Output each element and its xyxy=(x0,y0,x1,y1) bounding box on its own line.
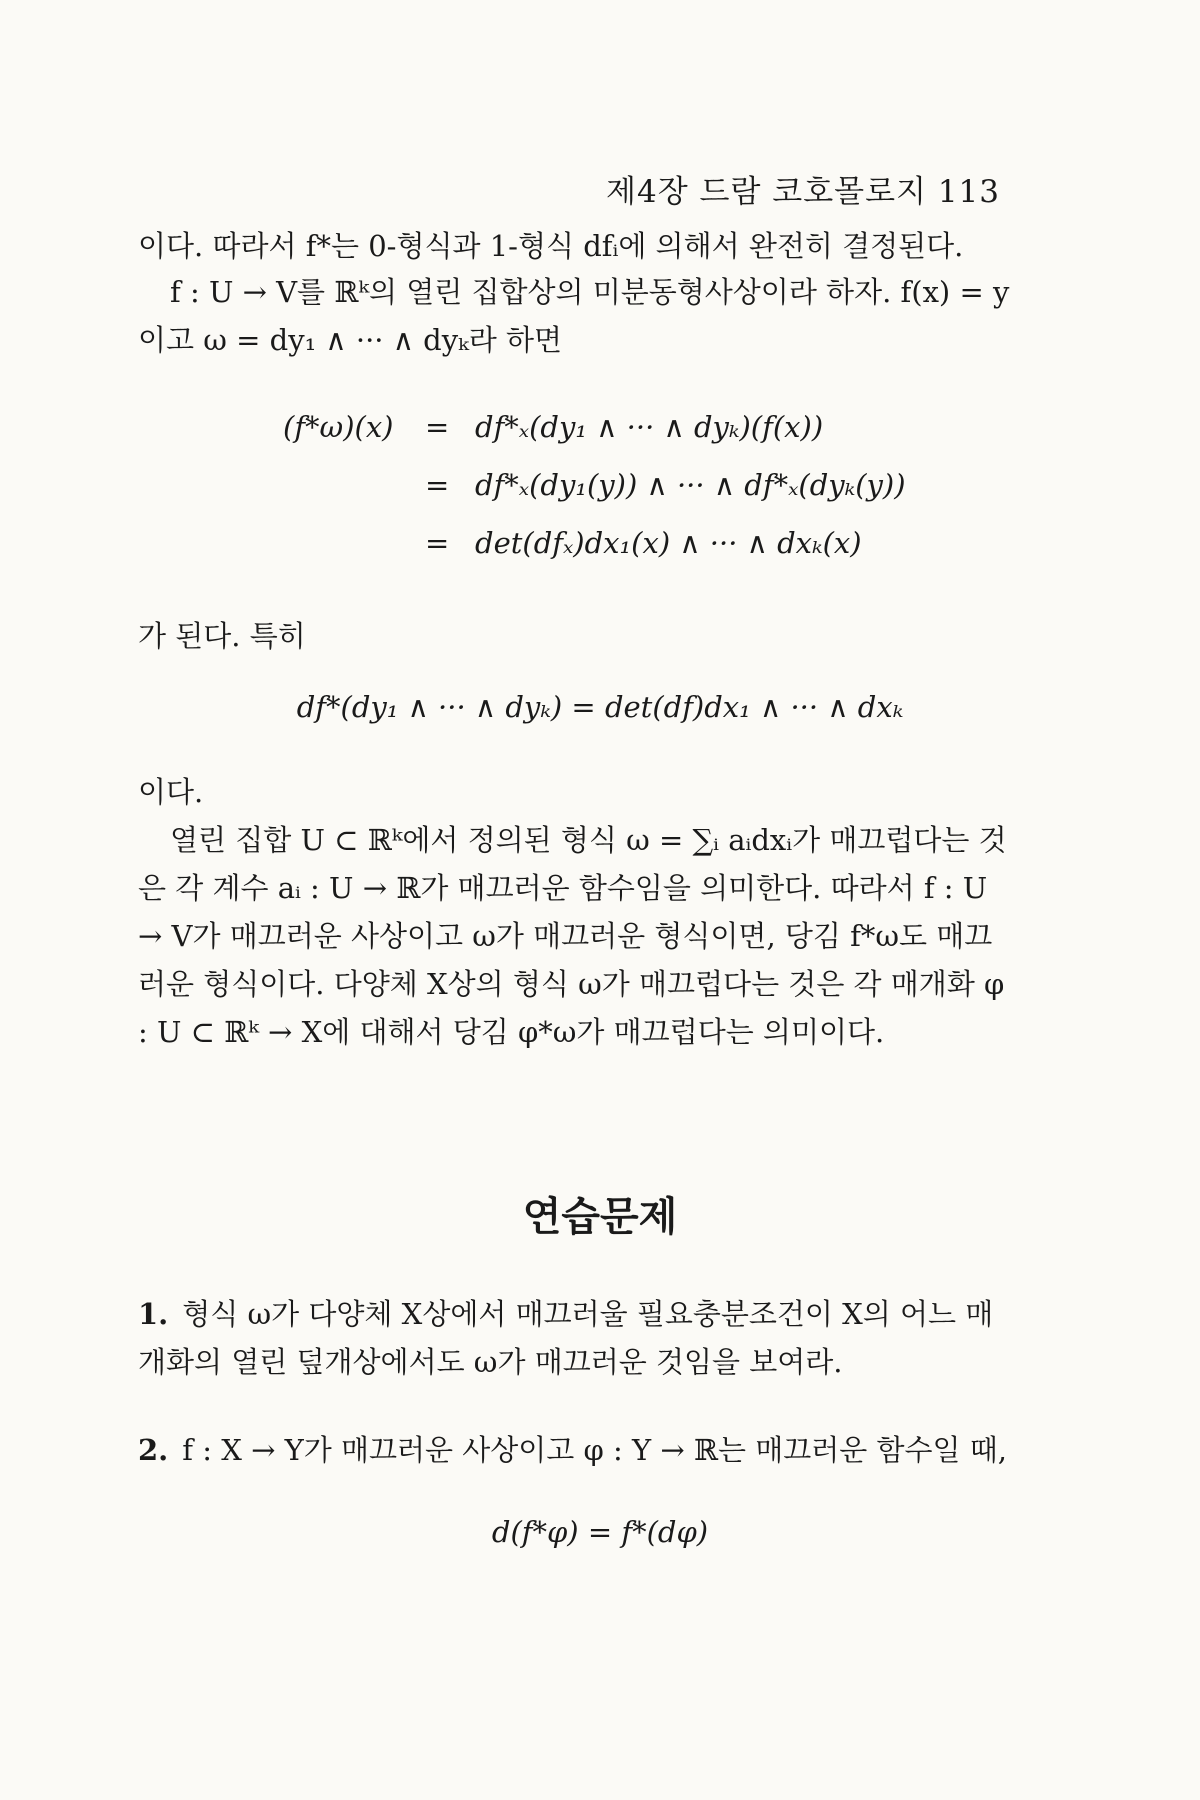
paragraph-4: 이다. xyxy=(138,775,204,809)
equation-rhs-3: det(dfₓ)dx₁(x) ∧ ··· ∧ dxₖ(x) xyxy=(475,526,862,560)
equation-lhs: (f*ω)(x) xyxy=(283,410,394,444)
equation-rhs-2: df*ₓ(dy₁(y)) ∧ ··· ∧ df*ₓ(dyₖ(y)) xyxy=(475,468,906,502)
paragraph-1: 이다. 따라서 f*는 0-형식과 1-형식 dfᵢ에 의해서 완전히 결정된다. xyxy=(138,229,964,263)
equals-sign: = xyxy=(425,526,450,560)
exercise-1 xyxy=(138,1290,1018,1386)
running-header: 제4장 드람 코호몰로지 113 xyxy=(606,174,1000,210)
exercise-text: f : X → Y가 매끄러운 사상이고 φ : Y → ℝ는 매끄러운 함수일 때, xyxy=(182,1433,1008,1467)
paragraph-3: 가 된다. 특히 xyxy=(138,619,306,653)
equals-sign: = xyxy=(425,468,450,502)
exercise-2 xyxy=(138,1426,1018,1474)
exercise-number: 2. xyxy=(138,1433,169,1467)
paragraph-5: 열린 집합 U ⊂ ℝᵏ에서 정의된 형식 ω = ∑ᵢ aᵢdxᵢ가 매끄럽다는 것은 각 계수 aᵢ : U → ℝ가 매끄러운 함수임을 의미한다. 따라서 f : U → V가 매끄러운 사상이고 ω가 매끄러운 형식이면, 당김 f*ω도 매끄러운 형식이다. 다양체 X상의 형식 ω가 매끄럽다는 것은 각 매개화 φ : U ⊂ ℝᵏ → X에 대해서 당김 φ*ω가 매끄럽다는 의미이다. xyxy=(138,823,1007,1049)
equation-3: d(f*φ) = f*(dφ) xyxy=(491,1515,709,1549)
equals-sign: = xyxy=(425,410,450,444)
exercise-number: 1. xyxy=(138,1297,169,1331)
section-title: 연습문제 xyxy=(522,1193,678,1240)
equation-2: df*(dy₁ ∧ ··· ∧ dyₖ) = det(df)dx₁ ∧ ··· ∧ dxₖ xyxy=(296,690,904,724)
paragraph-2: f : U → V를 ℝᵏ의 열린 집합상의 미분동형사상이라 하자. f(x) = y이고 ω = dy₁ ∧ ··· ∧ dyₖ라 하면 xyxy=(138,275,1010,357)
equation-rhs-1: df*ₓ(dy₁ ∧ ··· ∧ dyₖ)(f(x)) xyxy=(475,410,824,444)
exercise-text: 형식 ω가 다양체 X상에서 매끄러울 필요충분조건이 X의 어느 매개화의 열린 덮개상에서도 ω가 매끄러운 것임을 보여라. xyxy=(138,1297,994,1379)
